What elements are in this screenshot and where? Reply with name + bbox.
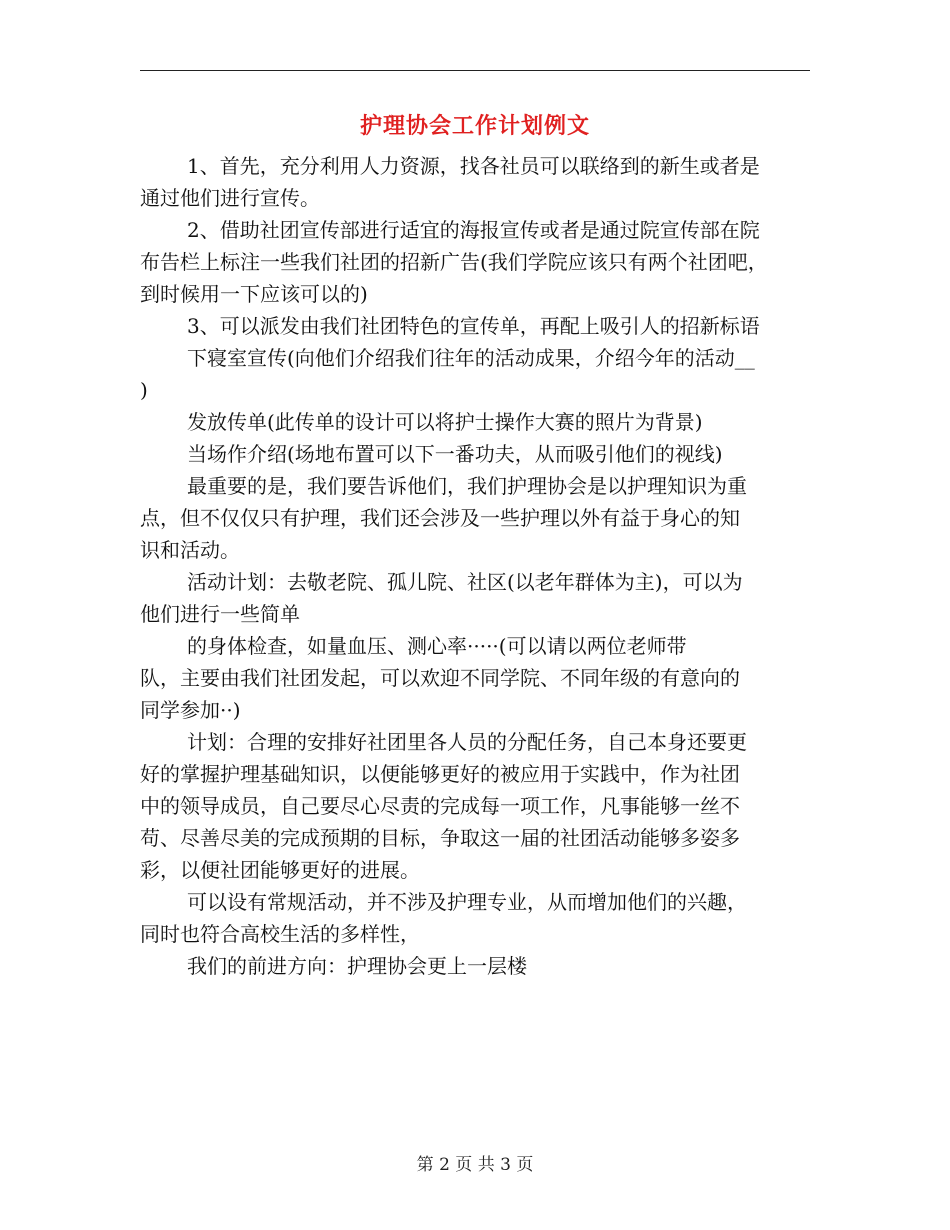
body-line: 点，但不仅仅只有护理，我们还会涉及一些护理以外有益于身心的知 (140, 506, 740, 530)
body-line: ) (140, 378, 148, 402)
body-line: 发放传单(此传单的设计可以将护士操作大赛的照片为背景) (187, 410, 703, 434)
header-rule (140, 70, 810, 71)
body-line: 布告栏上标注一些我们社团的招新广告(我们学院应该只有两个社团吧， (140, 250, 768, 274)
page-number-footer: 第 2 页 共 3 页 (416, 1155, 534, 1175)
body-line: 当场作介绍(场地布置可以下一番功夫，从而吸引他们的视线) (187, 442, 723, 466)
body-line: 同时也符合高校生活的多样性， (140, 922, 420, 946)
body-line: 中的领导成员，自己要尽心尽责的完成每一项工作，凡事能够一丝不 (140, 794, 740, 818)
body-line: 最重要的是，我们要告诉他们，我们护理协会是以护理知识为重 (187, 474, 747, 498)
body-line: 同学参加··) (140, 698, 241, 722)
body-line: 到时候用一下应该可以的) (140, 282, 368, 306)
body-line: 下寝室宣传(向他们介绍我们往年的活动成果，介绍今年的活动__ (187, 346, 755, 370)
body-line: 我们的前进方向：护理协会更上一层楼 (187, 954, 527, 978)
body-line: 计划：合理的安排好社团里各人员的分配任务，自己本身还要更 (187, 730, 747, 754)
body-line: 活动计划：去敬老院、孤儿院、社区(以老年群体为主)，可以为 (187, 570, 743, 594)
body-line: 3、可以派发由我们社团特色的宣传单，再配上吸引人的招新标语 (187, 314, 760, 338)
body-line: 2、借助社团宣传部进行适宜的海报宣传或者是通过院宣传部在院 (187, 218, 760, 242)
body-line: 他们进行一些简单 (140, 602, 300, 626)
body-line: 通过他们进行宣传。 (140, 186, 320, 210)
body-line: 的身体检查，如量血压、测心率·····(可以请以两位老师带 (187, 634, 687, 658)
body-line: 彩，以便社团能够更好的进展。 (140, 858, 420, 882)
body-line: 识和活动。 (140, 538, 240, 562)
document-body (140, 150, 810, 982)
body-line: 1、首先，充分利用人力资源，找各社员可以联络到的新生或者是 (187, 154, 760, 178)
body-line: 队，主要由我们社团发起，可以欢迎不同学院、不同年级的有意向的 (140, 666, 740, 690)
body-line: 苟、尽善尽美的完成预期的目标，争取这一届的社团活动能够多姿多 (140, 826, 740, 850)
body-line: 好的掌握护理基础知识，以便能够更好的被应用于实践中，作为社团 (140, 762, 740, 786)
document-title: 护理协会工作计划例文 (359, 113, 590, 139)
body-line: 可以设有常规活动，并不涉及护理专业，从而增加他们的兴趣， (187, 890, 747, 914)
